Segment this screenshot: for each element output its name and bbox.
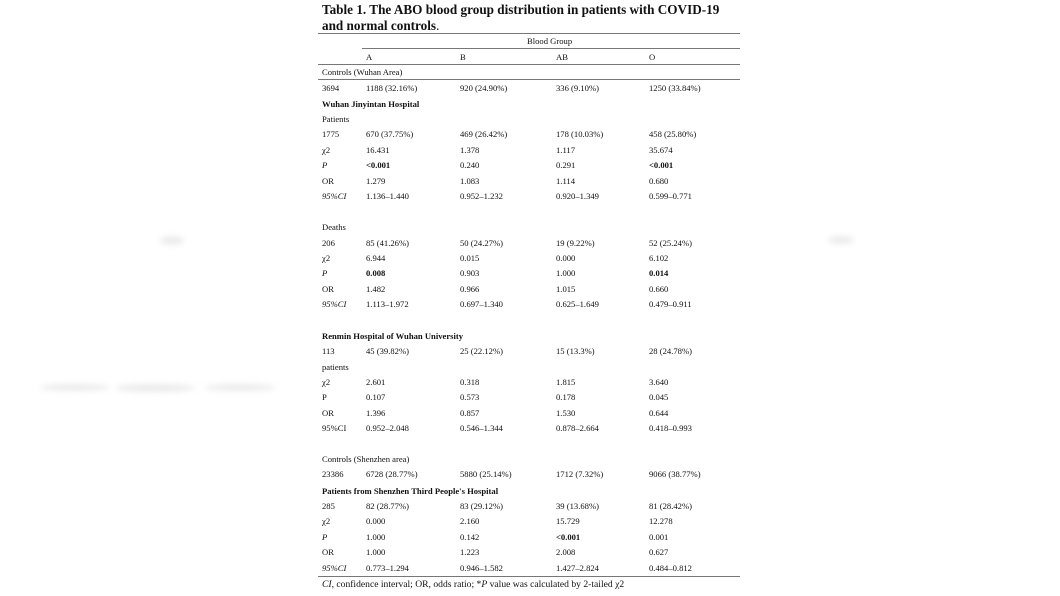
- table-cell: 0.599–0.771: [649, 191, 692, 201]
- background-smudge: [115, 384, 195, 392]
- table-cell: 3.640: [649, 377, 669, 387]
- table-cell: 1.114: [556, 176, 576, 186]
- table-cell: 9066 (38.77%): [649, 469, 701, 479]
- table-cell: 0.015: [460, 253, 480, 263]
- table-cell: 6.944: [366, 253, 386, 263]
- table-cell: 670 (37.75%): [366, 129, 414, 139]
- row-label: 95%CI: [322, 563, 347, 573]
- footnote-p-abbr: P: [481, 579, 488, 590]
- blood-group-header: Blood Group: [527, 36, 573, 46]
- row-heading: Wuhan Jinyintan Hospital: [322, 99, 420, 109]
- table-cell: 15.729: [556, 516, 580, 526]
- table-cell: 0.952–1.232: [460, 191, 503, 201]
- row-label: 95%CI: [322, 423, 347, 433]
- table-cell: 2.160: [460, 516, 480, 526]
- table-cell: 178 (10.03%): [556, 129, 604, 139]
- table-cell: 0.680: [649, 176, 669, 186]
- row-label: P: [322, 268, 328, 278]
- footnote-p-text: value was calculated by 2-tailed χ2: [487, 579, 625, 590]
- table-cell: 1.000: [556, 268, 576, 278]
- table-cell: 45 (39.82%): [366, 346, 409, 356]
- table-cell: 81 (28.42%): [649, 501, 692, 511]
- table-cell: 1.427–2.824: [556, 563, 599, 573]
- row-section: Controls (Shenzhen area): [322, 454, 410, 464]
- table-cell: 1.136–1.440: [366, 191, 409, 201]
- table-cell: 0.627: [649, 547, 669, 557]
- row-label: OR: [322, 547, 334, 557]
- table-cell: 1.815: [556, 377, 576, 387]
- group-rule: [362, 48, 740, 49]
- table-cell: 1.000: [366, 532, 386, 542]
- background-smudge: [205, 384, 275, 391]
- table-cell: 35.674: [649, 145, 673, 155]
- table-cell: 0.479–0.911: [649, 299, 692, 309]
- table-cell: <0.001: [366, 160, 391, 170]
- table-cell: 1.530: [556, 408, 576, 418]
- table-cell: 0.878–2.664: [556, 423, 599, 433]
- table-cell: 1.015: [556, 284, 576, 294]
- row-label: 23386: [322, 469, 344, 479]
- column-header-o: O: [649, 52, 656, 62]
- table-cell: 2.601: [366, 377, 386, 387]
- table-cell: 0.573: [460, 392, 480, 402]
- table-title: [322, 2, 742, 34]
- row-label: 113: [322, 346, 335, 356]
- table-cell: 0.952–2.048: [366, 423, 409, 433]
- table-cell: 0.903: [460, 268, 480, 278]
- top-rule: [318, 33, 740, 34]
- table-cell: 1.396: [366, 408, 386, 418]
- table-cell: 0.644: [649, 408, 669, 418]
- row-section: Patients: [322, 114, 350, 124]
- row-label: 95%CI: [322, 191, 347, 201]
- table-cell: 469 (26.42%): [460, 129, 508, 139]
- row-label: χ2: [322, 253, 331, 263]
- table-cell: 15 (13.3%): [556, 346, 595, 356]
- table-cell: 28 (24.78%): [649, 346, 692, 356]
- table-cell: 0.318: [460, 377, 480, 387]
- row-heading: Patients from Shenzhen Third People's Hospital: [322, 486, 499, 496]
- table-cell: 0.000: [556, 253, 576, 263]
- header-rule: [318, 64, 740, 65]
- table-cell: 1.117: [556, 145, 576, 155]
- table-cell: 920 (24.90%): [460, 83, 508, 93]
- table-cell: 1.279: [366, 176, 386, 186]
- footnote-ci-abbr: CI: [322, 579, 332, 590]
- table-cell: 1.083: [460, 176, 480, 186]
- row-label: 1775: [322, 129, 340, 139]
- table-cell: 82 (28.77%): [366, 501, 409, 511]
- table-cell: 458 (25.80%): [649, 129, 697, 139]
- table-cell: 0.008: [366, 268, 386, 278]
- table-cell: 0.920–1.349: [556, 191, 599, 201]
- table-cell: 0.107: [366, 392, 386, 402]
- table-cell: 0.773–1.294: [366, 563, 409, 573]
- row-section: patients: [322, 362, 349, 372]
- row-heading: Renmin Hospital of Wuhan University: [322, 331, 464, 341]
- row-label: χ2: [322, 145, 331, 155]
- table-cell: 0.546–1.344: [460, 423, 503, 433]
- background-smudge: [40, 384, 110, 391]
- table-cell: 1250 (33.84%): [649, 83, 701, 93]
- table-cell: 5880 (25.14%): [460, 469, 512, 479]
- table-cell: <0.001: [556, 532, 581, 542]
- background-smudge: [160, 236, 184, 245]
- row-label: OR: [322, 176, 334, 186]
- table-cell: 1.482: [366, 284, 386, 294]
- table-cell: 1.378: [460, 145, 480, 155]
- row-label: OR: [322, 408, 334, 418]
- bottom-rule: [318, 576, 740, 577]
- table-cell: 0.418–0.993: [649, 423, 692, 433]
- table-cell: 1.223: [460, 547, 480, 557]
- table-cell: 52 (25.24%): [649, 238, 692, 248]
- table-cell: 0.697–1.340: [460, 299, 503, 309]
- row-label: P: [322, 532, 328, 542]
- row-section: Deaths: [322, 222, 346, 232]
- section-rule: [318, 79, 740, 80]
- table-cell: 0.045: [649, 392, 669, 402]
- row-label: χ2: [322, 377, 331, 387]
- table-cell: 0.484–0.812: [649, 563, 692, 573]
- table-cell: 1188 (32.16%): [366, 83, 418, 93]
- table-cell: 0.660: [649, 284, 669, 294]
- table-cell: 83 (29.12%): [460, 501, 503, 511]
- table-cell: 1.113–1.972: [366, 299, 409, 309]
- table-cell: 0.946–1.582: [460, 563, 503, 573]
- row-label: χ2: [322, 516, 331, 526]
- table-cell: 2.008: [556, 547, 576, 557]
- table-cell: 6.102: [649, 253, 669, 263]
- row-label: 285: [322, 501, 335, 511]
- row-label: P: [322, 160, 328, 170]
- table-cell: 0.014: [649, 268, 669, 278]
- table-cell: 336 (9.10%): [556, 83, 599, 93]
- table-cell: 85 (41.26%): [366, 238, 409, 248]
- table-cell: 19 (9.22%): [556, 238, 595, 248]
- table-cell: 0.857: [460, 408, 480, 418]
- table-cell: 6728 (28.77%): [366, 469, 418, 479]
- table-cell: 0.240: [460, 160, 480, 170]
- column-header-b: B: [460, 52, 466, 62]
- table-cell: 12.278: [649, 516, 673, 526]
- table-footnote: [322, 579, 624, 591]
- table-cell: 0.966: [460, 284, 480, 294]
- table-cell: <0.001: [649, 160, 674, 170]
- table-cell: 0.001: [649, 532, 669, 542]
- row-label: 3694: [322, 83, 340, 93]
- row-label: OR: [322, 284, 334, 294]
- footnote-ci-text: , confidence interval; OR, odds ratio; *: [331, 579, 482, 590]
- table-cell: 16.431: [366, 145, 390, 155]
- table-cell: 0.625–1.649: [556, 299, 599, 309]
- row-label: 206: [322, 238, 335, 248]
- column-header-a: A: [366, 52, 373, 62]
- row-section: Controls (Wuhan Area): [322, 67, 403, 77]
- row-label: P: [322, 392, 327, 402]
- table-cell: 0.291: [556, 160, 576, 170]
- background-smudge: [828, 236, 854, 244]
- table-title-end: .: [436, 18, 440, 33]
- table-cell: 0.000: [366, 516, 386, 526]
- column-header-ab: AB: [556, 52, 568, 62]
- row-label: 95%CI: [322, 299, 347, 309]
- table-title-text: Table 1. The ABO blood group distribution in patients with COVID-19 and normal controls: [322, 2, 720, 33]
- table-cell: 0.142: [460, 532, 480, 542]
- table-cell: 1712 (7.32%): [556, 469, 604, 479]
- table-cell: 25 (22.12%): [460, 346, 503, 356]
- table-cell: 0.178: [556, 392, 576, 402]
- table-cell: 50 (24.27%): [460, 238, 503, 248]
- table-cell: 1.000: [366, 547, 386, 557]
- table-cell: 39 (13.68%): [556, 501, 599, 511]
